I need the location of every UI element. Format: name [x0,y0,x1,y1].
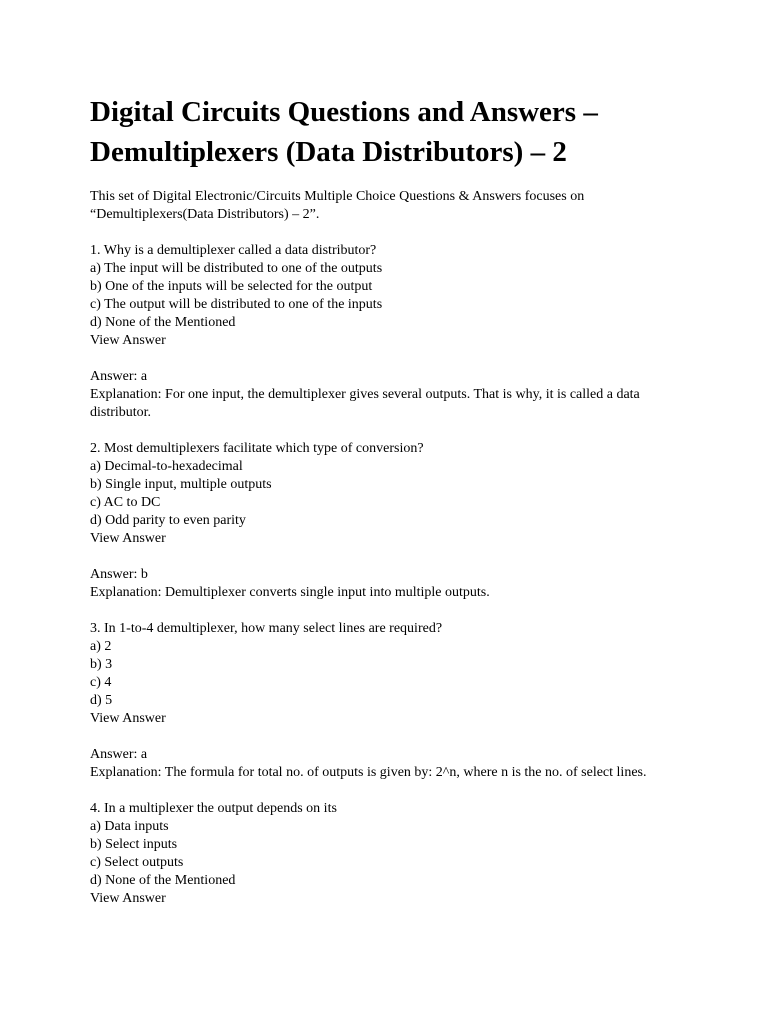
view-answer-link[interactable]: View Answer [90,333,166,348]
view-answer-link[interactable]: View Answer [90,531,166,546]
option-c: c) Select outputs [90,855,184,870]
option-b: b) One of the inputs will be selected for the output [90,279,373,294]
option-d: d) None of the Mentioned [90,873,236,888]
answer-text: Answer: b [90,567,148,582]
answer-block [90,566,728,602]
question-text: 3. In 1-to-4 demultiplexer, how many select lines are required? [90,621,443,636]
answer-block [90,368,728,422]
question-block [90,620,728,728]
option-c: c) The output will be distributed to one of the inputs [90,297,383,312]
option-b: b) Single input, multiple outputs [90,477,272,492]
option-d: d) None of the Mentioned [90,315,236,330]
option-b: b) Select inputs [90,837,178,852]
question-block [90,800,728,908]
option-a: a) 2 [90,639,112,654]
question-text: 2. Most demultiplexers facilitate which type of conversion? [90,441,424,456]
option-a: a) The input will be distributed to one of the outputs [90,261,383,276]
question-text: 4. In a multiplexer the output depends on its [90,801,337,816]
question-block [90,440,728,548]
option-d: d) 5 [90,693,113,708]
option-b: b) 3 [90,657,113,672]
view-answer-link[interactable]: View Answer [90,711,166,726]
question-text: 1. Why is a demultiplexer called a data distributor? [90,243,377,258]
intro-paragraph: This set of Digital Electronic/Circuits Multiple Choice Questions & Answers focuses on “Demultiplexers(Data Distributors) – 2”. [90,189,585,222]
option-a: a) Decimal-to-hexadecimal [90,459,243,474]
answer-block [90,746,728,782]
question-block [90,242,728,350]
option-c: c) 4 [90,675,112,690]
answer-text: Answer: a [90,369,148,384]
option-a: a) Data inputs [90,819,169,834]
page-title: Digital Circuits Questions and Answers – Demultiplexers (Data Distributors) – 2 [90,96,598,168]
explanation-text: Explanation: Demultiplexer converts single input into multiple outputs. [90,585,490,600]
answer-text: Answer: a [90,747,148,762]
option-d: d) Odd parity to even parity [90,513,246,528]
view-answer-link[interactable]: View Answer [90,891,166,906]
option-c: c) AC to DC [90,495,161,510]
explanation-text: Explanation: For one input, the demultiplexer gives several outputs. That is why, it is called a data distributor. [90,387,640,420]
explanation-text: Explanation: The formula for total no. of outputs is given by: 2^n, where n is the no. of select lines. [90,765,647,780]
